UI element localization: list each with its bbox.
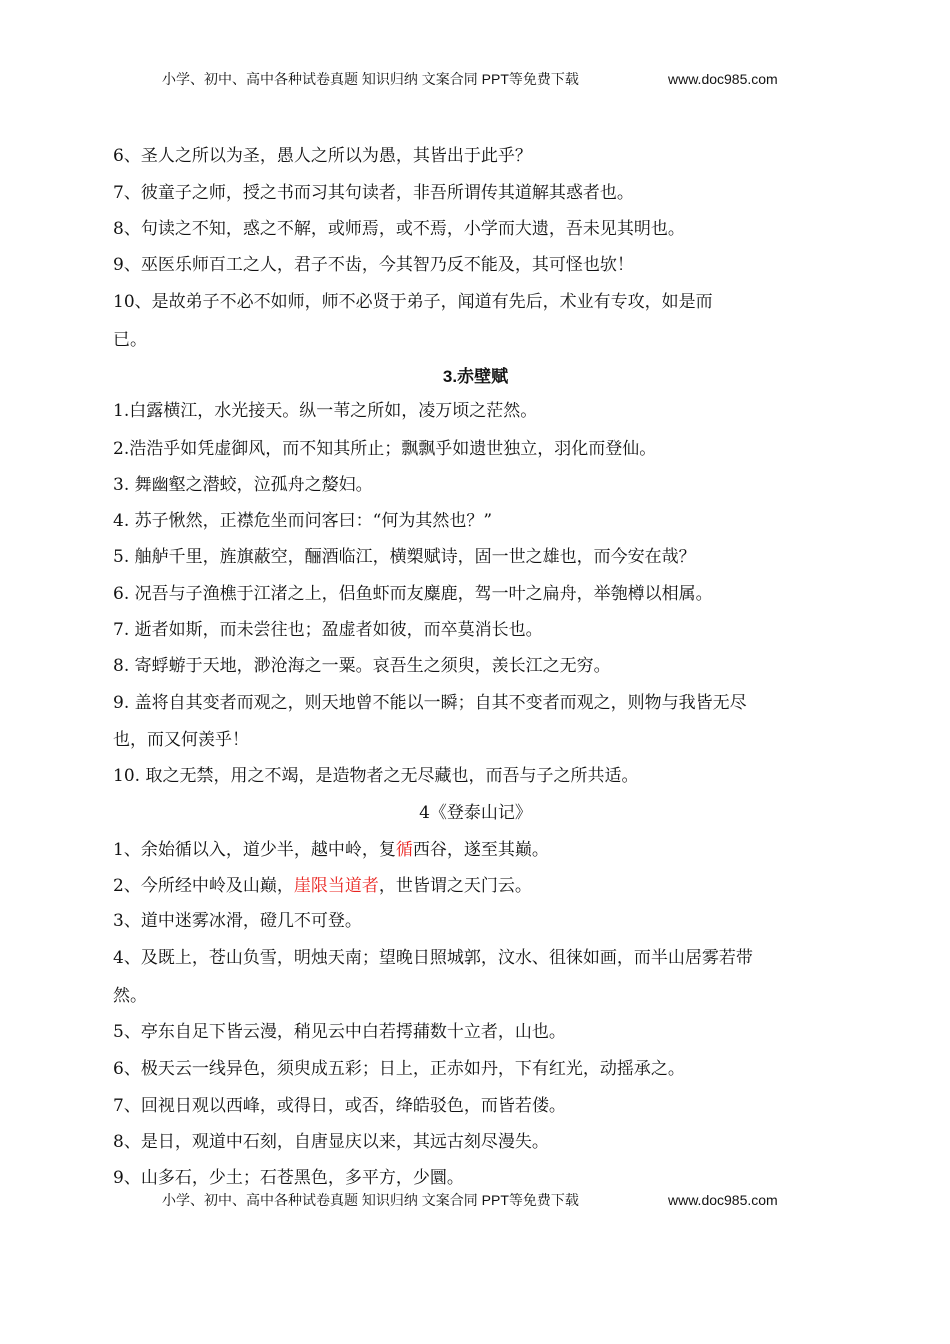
footer-url: www.doc985.com xyxy=(668,1192,778,1208)
footer-text: 小学、初中、高中各种试卷真题 知识归纳 文案合同 PPT等免费下载 xyxy=(162,1192,579,1208)
header-url: www.doc985.com xyxy=(668,71,778,87)
list-item xyxy=(113,510,838,532)
list-item xyxy=(113,291,838,313)
line-text: 1、余始循以入，道少半，越中岭，复 xyxy=(113,840,396,860)
list-item xyxy=(113,218,838,240)
list-item xyxy=(113,655,838,677)
list-item-continuation xyxy=(113,729,838,751)
line-text: 4. 苏子愀然，正襟危坐而问客曰：“何为其然也？” xyxy=(113,511,493,531)
list-item xyxy=(113,1131,838,1153)
header-text: 小学、初中、高中各种试卷真题 知识归纳 文案合同 PPT等免费下载 xyxy=(162,71,579,87)
line-text: 6、圣人之所以为圣，愚人之所以为愚，其皆出于此乎？ xyxy=(113,146,532,166)
line-text: 4、及既上，苍山负雪，明烛天南；望晚日照城郭，汶水、徂徕如画，而半山居雾若带 xyxy=(113,948,753,968)
list-item xyxy=(113,474,838,496)
line-text: 7、回视日观以西峰，或得日，或否，绛皓驳色，而皆若偻。 xyxy=(113,1096,566,1116)
list-item xyxy=(113,619,838,641)
line-text: 9. 盖将自其变者而观之，则天地曾不能以一瞬；自其不变者而观之，则物与我皆无尽 xyxy=(113,693,747,713)
highlighted-text: 崖限当道者 xyxy=(293,876,379,896)
line-text: 6. 况吾与子渔樵于江渚之上，侣鱼虾而友麋鹿，驾一叶之扁舟，举匏樽以相属。 xyxy=(113,584,713,604)
list-item xyxy=(113,182,838,204)
line-text: 10、是故弟子不必不如师，师不必贤于弟子，闻道有先后，术业有专攻，如是而 xyxy=(113,292,713,312)
list-item xyxy=(113,875,838,897)
list-item-continuation xyxy=(113,985,838,1007)
list-item xyxy=(113,1058,838,1080)
line-text: 3. 舞幽壑之潜蛟，泣孤舟之嫠妇。 xyxy=(113,475,373,495)
line-text: 8、句读之不知，惑之不解，或师焉，或不焉，小学而大遗，吾未见其明也。 xyxy=(113,219,685,239)
line-text: 然。 xyxy=(113,986,147,1006)
section-title xyxy=(113,366,838,388)
line-text: 10. 取之无禁，用之不竭，是造物者之无尽藏也，而吾与子之所共适。 xyxy=(113,766,639,786)
list-item xyxy=(113,583,838,605)
page-footer xyxy=(0,1190,950,1210)
line-text: 8. 寄蜉蝣于天地，渺沧海之一粟。哀吾生之须臾，羡长江之无穷。 xyxy=(113,656,611,676)
list-item xyxy=(113,692,838,714)
list-item-continuation xyxy=(113,329,838,351)
line-text: 7. 逝者如斯，而未尝往也；盈虚者如彼，而卒莫消长也。 xyxy=(113,620,543,640)
line-text: 5、亭东自足下皆云漫，稍见云中白若摴蒱数十立者，山也。 xyxy=(113,1022,566,1042)
line-text: 8、是日，观道中石刻，自唐显庆以来，其远古刻尽漫失。 xyxy=(113,1132,549,1152)
page-header xyxy=(0,69,950,89)
list-item xyxy=(113,1021,838,1043)
line-text: 7、彼童子之师，授之书而习其句读者，非吾所谓传其道解其惑者也。 xyxy=(113,183,634,203)
list-item xyxy=(113,765,838,787)
list-item xyxy=(113,400,838,422)
line-text: 1.白露横江，水光接天。纵一苇之所如，凌万顷之茫然。 xyxy=(113,401,538,421)
list-item xyxy=(113,839,838,861)
list-item xyxy=(113,438,838,460)
list-item xyxy=(113,1095,838,1117)
line-text: 9、巫医乐师百工之人，君子不齿，今其智乃反不能及，其可怪也欤！ xyxy=(113,255,634,275)
line-text: 5. 舳舻千里，旌旗蔽空，酾酒临江，横槊赋诗，固一世之雄也，而今安在哉？ xyxy=(113,547,696,567)
list-item xyxy=(113,1167,838,1189)
list-item xyxy=(113,145,838,167)
line-text: 9、山多石，少土；石苍黑色，多平方，少圜。 xyxy=(113,1168,464,1188)
line-text: 西谷，遂至其巅。 xyxy=(412,840,549,860)
list-item xyxy=(113,910,838,932)
line-text: 2、今所经中岭及山巅， xyxy=(113,876,294,896)
list-item xyxy=(113,254,838,276)
list-item xyxy=(113,546,838,568)
line-text: 6、极天云一线异色，须臾成五彩；日上，正赤如丹，下有红光，动摇承之。 xyxy=(113,1059,685,1079)
line-text: 2.浩浩乎如凭虚御风，而不知其所止；飘飘乎如遗世独立，羽化而登仙。 xyxy=(113,439,657,459)
line-text: ，世皆谓之天门云。 xyxy=(378,876,532,896)
line-text: 3.赤壁赋 xyxy=(442,367,509,386)
line-text: 4《登泰山记》 xyxy=(419,803,532,823)
line-text: 也，而又何羡乎！ xyxy=(113,730,249,750)
highlighted-text: 循 xyxy=(395,840,413,860)
line-text: 3、道中迷雾冰滑，磴几不可登。 xyxy=(113,911,362,931)
section-title xyxy=(113,802,838,824)
line-text: 已。 xyxy=(113,330,147,350)
list-item xyxy=(113,947,838,969)
